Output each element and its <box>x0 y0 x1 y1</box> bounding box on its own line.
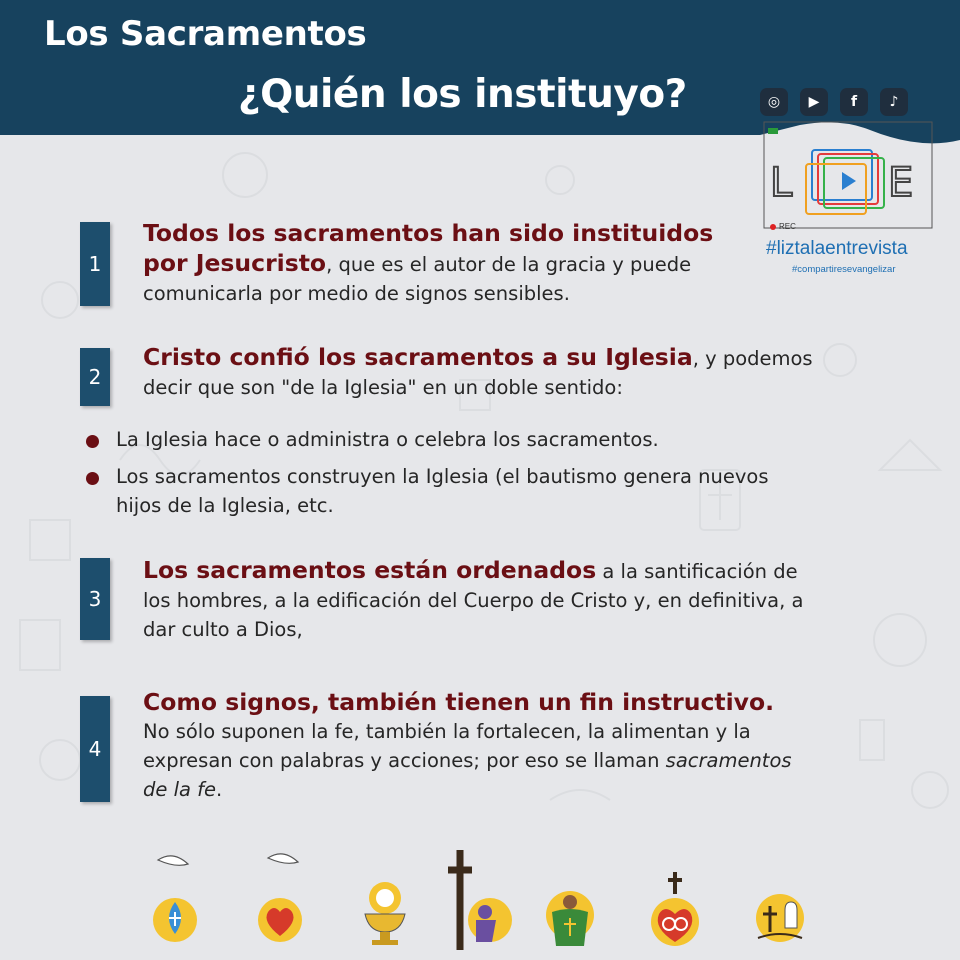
item-text <box>143 556 813 644</box>
sub-hashtag: #compartiresevangelizar <box>792 264 896 275</box>
bullet-list <box>86 425 786 528</box>
item-highlight: Todos los sacramentos han sido instituidos por Jesucristo <box>143 219 714 277</box>
sacrament-icons <box>140 840 840 955</box>
svg-text:E: E <box>888 160 914 206</box>
number-badge: 2 <box>80 348 110 406</box>
item-body: , que es el autor de la gracia y puede comunicarla por medio de signos sensibles. <box>143 253 692 305</box>
item-highlight: Como signos, también tienen un fin instructivo. <box>143 688 775 716</box>
baptism-icon <box>153 856 197 942</box>
penance-icon <box>448 850 512 950</box>
eucharist-icon <box>365 882 405 945</box>
item-text <box>143 343 843 402</box>
item-text <box>143 219 743 308</box>
number-badge: 1 <box>80 222 110 306</box>
number-badge: 3 <box>80 558 110 640</box>
instagram-icon[interactable]: ◎ <box>760 88 788 116</box>
item-text <box>143 688 803 804</box>
item-italic: sacramentos de la fe <box>143 749 792 801</box>
number-badge: 4 <box>80 696 110 802</box>
item-end: . <box>216 778 223 801</box>
item-highlight: Cristo confió los sacramentos a su Iglesia <box>143 343 693 371</box>
social-icons <box>760 88 908 116</box>
bullet-item: Los sacramentos construyen la Iglesia (el bautismo genera nuevos hijos de la Iglesia, etc. <box>86 462 786 520</box>
youtube-icon[interactable]: ▶ <box>800 88 828 116</box>
confirmation-icon <box>258 854 302 942</box>
brand-logo <box>762 120 934 230</box>
item-highlight: Los sacramentos están ordenados <box>143 556 597 584</box>
item-body: a la santificación de los hombres, a la edificación del Cuerpo de Cristo y, en definitiva, a dar culto a Dios, <box>143 560 804 641</box>
item-body: No sólo suponen la fe, también la fortalecen, la alimentan y la expresan con palabras y acciones; por eso se llaman <box>143 720 751 772</box>
anointing-icon <box>756 894 804 942</box>
hashtag: #liztalaentrevista <box>766 238 908 259</box>
page-subtitle: ¿Quién los instituyo? <box>238 72 687 117</box>
facebook-icon[interactable]: f <box>840 88 868 116</box>
rec-label: REC <box>770 222 796 231</box>
holy-orders-icon <box>546 891 594 946</box>
svg-text:L: L <box>770 160 793 206</box>
matrimony-icon <box>651 872 699 946</box>
tiktok-icon[interactable]: ♪ <box>880 88 908 116</box>
page-title: Los Sacramentos <box>44 14 367 54</box>
bullet-item: La Iglesia hace o administra o celebra los sacramentos. <box>86 425 786 454</box>
item-body: , y podemos decir que son "de la Iglesia" en un doble sentido: <box>143 347 813 399</box>
